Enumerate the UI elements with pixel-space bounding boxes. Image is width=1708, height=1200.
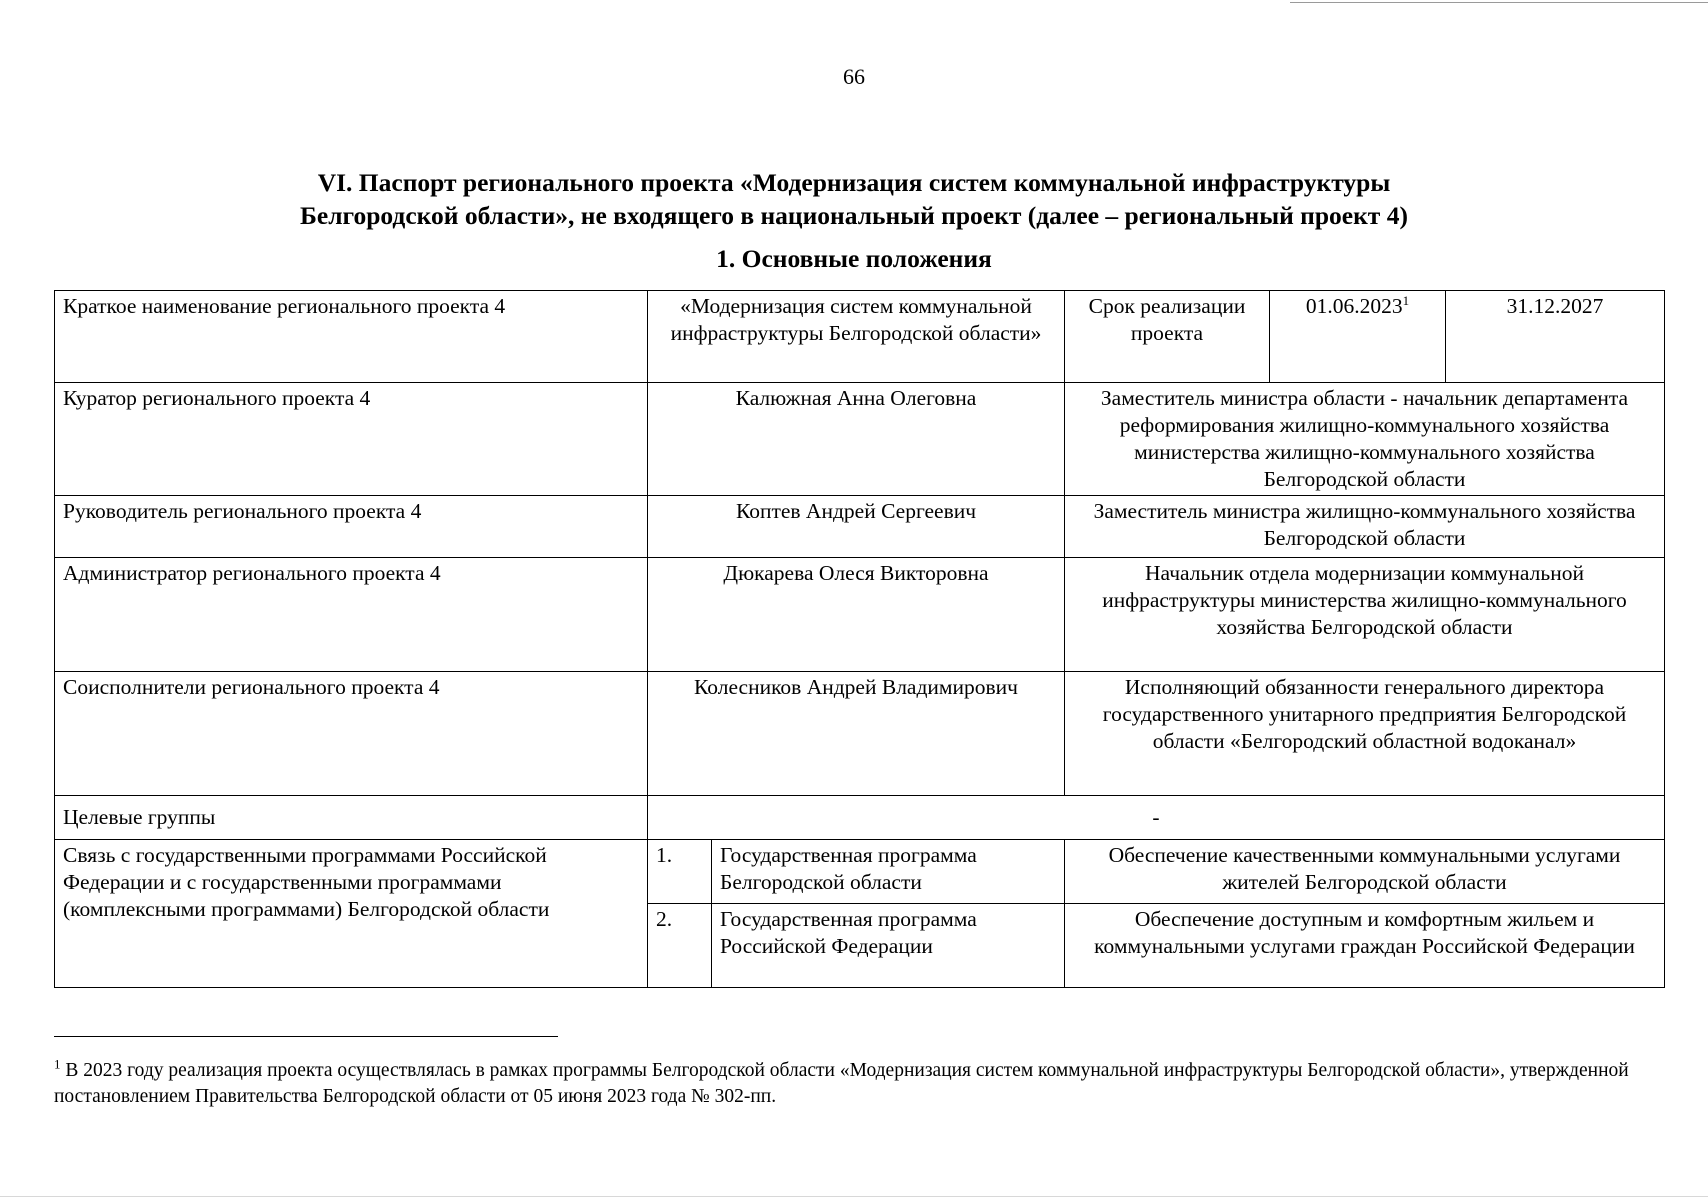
passport-table	[54, 290, 1665, 988]
footnote-separator	[54, 1036, 558, 1037]
start-date-cell	[1270, 291, 1446, 383]
row-administrator	[55, 558, 1665, 672]
programs-label: Связь с государственными программами Российской Федерации и с государственными программами (комплексными программами) Белгородской области	[55, 840, 648, 988]
coexecutors-label: Соисполнители регионального проекта 4	[55, 672, 648, 796]
heading-line-1: VI. Паспорт регионального проекта «Модернизация систем коммунальной инфраструктуры	[317, 168, 1391, 197]
curator-name: Калюжная Анна Олеговна	[648, 383, 1065, 496]
scan-bottom-edge	[0, 1196, 1708, 1197]
administrator-name: Дюкарева Олеся Викторовна	[648, 558, 1065, 672]
short-name-label: Краткое наименование регионального проекта 4	[55, 291, 648, 383]
administrator-label: Администратор регионального проекта 4	[55, 558, 648, 672]
page-number: 66	[843, 64, 865, 89]
head-label: Руководитель регионального проекта 4	[55, 496, 648, 558]
end-date: 31.12.2027	[1446, 291, 1665, 383]
short-name-value: «Модернизация систем коммунальной инфраструктуры Белгородской области»	[648, 291, 1065, 383]
row-curator	[55, 383, 1665, 496]
program-1-number: 1.	[648, 840, 712, 904]
scan-edge-line	[1290, 2, 1708, 3]
page-heading	[120, 166, 1588, 232]
target-groups-value: -	[648, 796, 1665, 840]
start-date-footnote-mark: 1	[1402, 292, 1410, 308]
footnote-mark: 1	[54, 1056, 61, 1072]
program-1-name: Государственная программа Белгородской области	[712, 840, 1065, 904]
program-2-name: Государственная программа Российской Федерации	[712, 904, 1065, 988]
target-groups-label: Целевые группы	[55, 796, 648, 840]
row-head	[55, 496, 1665, 558]
section-title: 1. Основные положения	[716, 244, 992, 273]
footnote	[54, 1058, 1654, 1110]
coexecutors-name: Колесников Андрей Владимирович	[648, 672, 1065, 796]
curator-position: Заместитель министра области - начальник департамента реформирования жилищно-коммунального хозяйства министерства жилищно-коммунального хозяйства Белгородской области	[1065, 383, 1665, 496]
term-label: Срок реализации проекта	[1065, 291, 1270, 383]
row-coexecutors	[55, 672, 1665, 796]
row-program-1	[55, 840, 1665, 904]
coexecutors-position: Исполняющий обязанности генерального директора государственного унитарного предприятия Белгородской области «Белгородский областной водоканал»	[1065, 672, 1665, 796]
row-target-groups	[55, 796, 1665, 840]
row-short-name	[55, 291, 1665, 383]
administrator-position: Начальник отдела модернизации коммунальной инфраструктуры министерства жилищно-коммунального хозяйства Белгородской области	[1065, 558, 1665, 672]
start-date: 01.06.2023	[1305, 294, 1403, 318]
footnote-text: В 2023 году реализация проекта осуществлялась в рамках программы Белгородской области «Модернизация систем коммунальной инфраструктуры Белгородской области», утвержденной постановлением Правительства Белгородской области от 05 июня 2023 года № 302-пп.	[54, 1060, 1629, 1107]
head-position: Заместитель министра жилищно-коммунального хозяйства Белгородской области	[1065, 496, 1665, 558]
program-1-goal: Обеспечение качественными коммунальными услугами жителей Белгородской области	[1065, 840, 1665, 904]
program-2-goal: Обеспечение доступным и комфортным жильем и коммунальными услугами граждан Российской Федерации	[1065, 904, 1665, 988]
heading-line-2: Белгородской области», не входящего в национальный проект (далее – региональный проект 4)	[300, 201, 1408, 230]
program-2-number: 2.	[648, 904, 712, 988]
head-name: Коптев Андрей Сергеевич	[648, 496, 1065, 558]
curator-label: Куратор регионального проекта 4	[55, 383, 648, 496]
